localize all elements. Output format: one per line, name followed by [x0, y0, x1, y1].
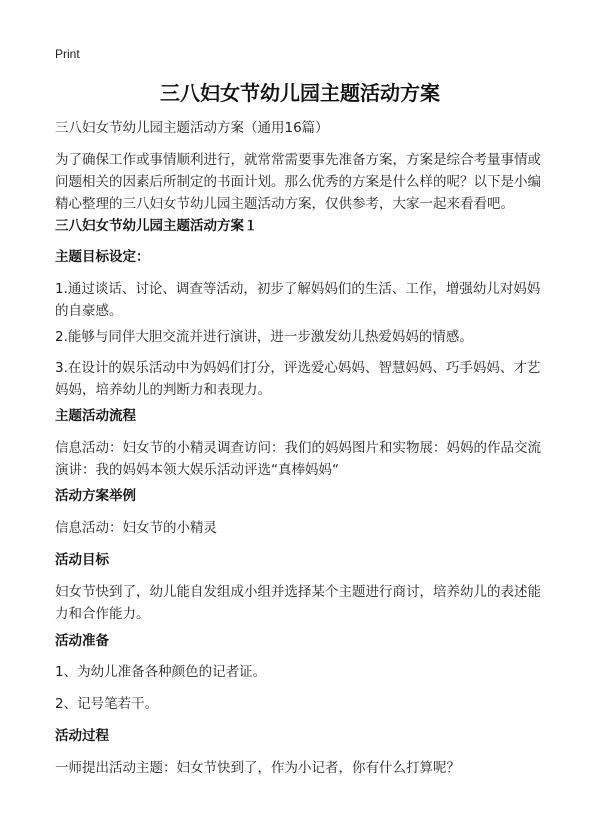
prep-item-2: 2、记号笔若干。 [55, 696, 159, 712]
document-subtitle: 三八妇女节幼儿园主题活动方案（通用16篇） [55, 120, 329, 136]
print-label[interactable]: Print [55, 47, 80, 61]
flow-paragraph [55, 437, 555, 481]
goal-heading: 主题目标设定： [55, 249, 150, 265]
intro-line-2: 问题相关的因素后所制定的书面计划。那么优秀的方案是什么样的呢？以下是小编 [55, 174, 541, 190]
goal-item-1 [55, 278, 555, 322]
flow-line-1: 信息活动：妇女节的小精灵调查访问：我们的妈妈图片和实物展：妈妈的作品交流 [55, 440, 541, 456]
objective-line-2: 力和合作能力。 [55, 606, 150, 622]
goal-3-line-2: 妈妈，培养幼儿的判断力和表现力。 [55, 382, 271, 398]
intro-paragraph [55, 149, 555, 215]
flow-line-2: 演讲：我的妈妈本领大娱乐活动评选“真棒妈妈“ [55, 462, 339, 478]
flow-heading: 主题活动流程 [55, 408, 136, 424]
goal-item-2: 2.能够与同伴大胆交流并进行演讲，进一步激发幼儿热爱妈妈的情感。 [55, 329, 473, 345]
objective-paragraph [55, 581, 555, 625]
process-item-1: 一师提出活动主题：妇女节快到了，作为小记者，你有什么打算呢？ [55, 760, 460, 776]
document-title: 三八妇女节幼儿园主题活动方案 [160, 81, 440, 105]
example-text: 信息活动：妇女节的小精灵 [55, 520, 217, 536]
process-heading: 活动过程 [55, 728, 109, 744]
goal-3-line-1: 3.在设计的娱乐活动中为妈妈们打分，评选爱心妈妈、智慧妈妈、巧手妈妈、才艺 [55, 360, 541, 376]
goal-1-line-2: 的自豪感。 [55, 303, 123, 319]
prep-item-1: 1、为幼儿准备各种颜色的记者证。 [55, 664, 267, 680]
goal-1-line-1: 1.通过谈话、讨论、调查等活动，初步了解妈妈们的生活、工作，增强幼儿对妈妈 [55, 281, 541, 297]
objective-heading: 活动目标 [55, 552, 109, 568]
goal-item-3 [55, 357, 555, 401]
section-1-heading: 三八妇女节幼儿园主题活动方案１ [55, 218, 258, 234]
prep-heading: 活动准备 [55, 633, 109, 649]
objective-line-1: 妇女节快到了，幼儿能自发组成小组并选择某个主题进行商讨，培养幼儿的表述能 [55, 584, 541, 600]
intro-line-1: 为了确保工作或事情顺利进行，就常常需要事先准备方案，方案是综合考量事情或 [55, 152, 541, 168]
intro-line-3: 精心整理的三八妇女节幼儿园主题活动方案，仅供参考，大家一起来看看吧。 [55, 196, 514, 212]
example-heading: 活动方案举例 [55, 488, 136, 504]
